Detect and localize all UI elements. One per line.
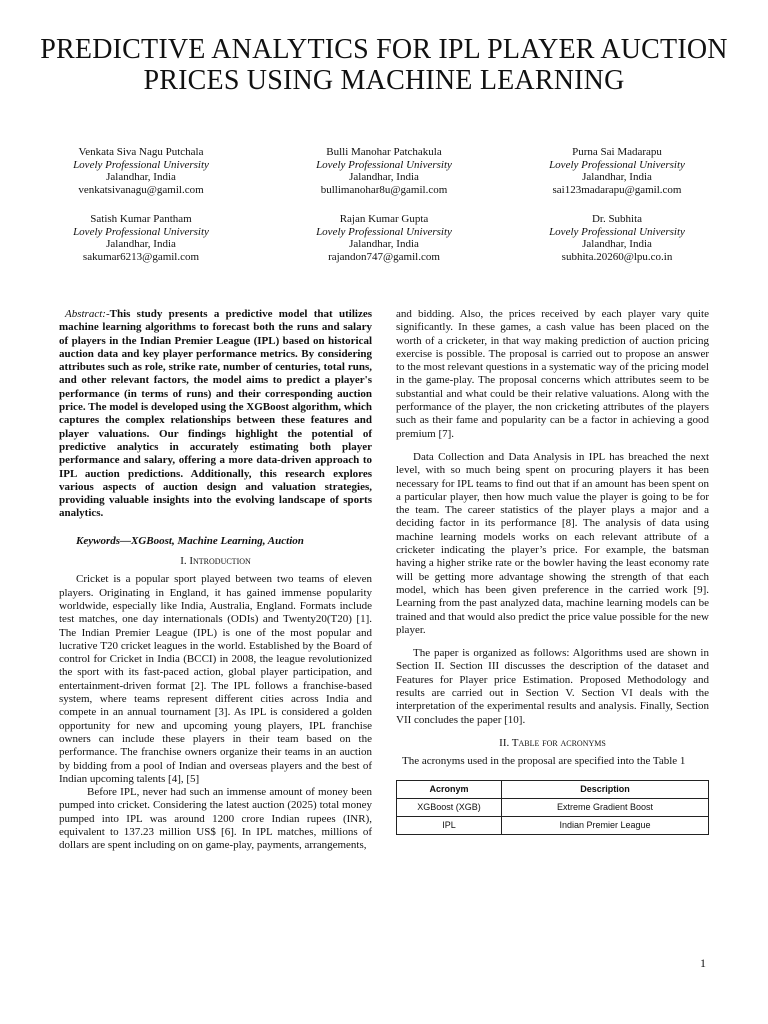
author-name: Satish Kumar Pantham: [90, 213, 192, 225]
author-affiliation: Lovely Professional University: [549, 158, 685, 171]
paragraph: The paper is organized as follows: Algorithms used are shown in Section II. Section III discusses the description of the dataset and Features for Player price Estimation. Proposed Methodology and results are carried out in Section V. Section VI deals with the interpretation of the experimental results and analysis. Finally, Section VII concludes the paper [10].: [396, 647, 709, 726]
author-location: Jalandhar, India: [106, 238, 176, 251]
table-cell: Extreme Gradient Boost: [502, 798, 709, 816]
author-block: [21, 213, 261, 263]
page-number: 1: [700, 956, 706, 970]
author-email: venkatsivanagu@gamil.com: [78, 183, 204, 196]
author-email: subhita.20260@lpu.co.in: [561, 250, 673, 263]
author-affiliation: Lovely Professional University: [549, 225, 685, 238]
keywords: Keywords—XGBoost, Machine Learning, Auction: [76, 534, 304, 547]
table-cell: XGBoost (XGB): [397, 798, 502, 816]
author-email: bullimanohar8u@gamil.com: [320, 183, 448, 196]
author-name: Purna Sai Madarapu: [572, 146, 662, 158]
acronym-table: [396, 780, 709, 835]
author-affiliation: Lovely Professional University: [73, 158, 209, 171]
author-name: Dr. Subhita: [591, 213, 643, 225]
table-row: [397, 816, 709, 834]
table-row: [397, 798, 709, 816]
paragraph: Before IPL, never had such an immense amount of money been pumped into cricket. Considering the latest auction (2025) total money pumped into IPL was around 1200 crore Indian rupees (INR), equivalent to 137.23 million US$ [6]. In IPL matches, millions of dollars are spent including on on game-play, payments, arrangements,: [59, 786, 372, 852]
author-block: [264, 213, 504, 263]
table-header: Acronym: [397, 780, 502, 798]
table-header-row: [397, 780, 709, 798]
author-location: Jalandhar, India: [349, 171, 419, 184]
author-name: Bulli Manohar Patchakula: [326, 146, 442, 158]
author-email: rajandon747@gamil.com: [328, 250, 440, 263]
author-email: sakumar6213@gamil.com: [82, 250, 200, 263]
author-block: [21, 146, 261, 196]
author-block: [264, 146, 504, 196]
author-affiliation: Lovely Professional University: [73, 225, 209, 238]
author-email: sai123madarapu@gamil.com: [552, 183, 682, 196]
abstract-label: Abstract:-: [65, 308, 110, 320]
right-column: [396, 308, 709, 835]
author-location: Jalandhar, India: [349, 238, 419, 251]
paper-title: PREDICTIVE ANALYTICS FOR IPL PLAYER AUCTION PRICES USING MACHINE LEARNING: [40, 34, 728, 96]
author-location: Jalandhar, India: [582, 171, 652, 184]
author-location: Jalandhar, India: [582, 238, 652, 251]
table-header: Description: [502, 780, 709, 798]
paragraph: Cricket is a popular sport played between two teams of eleven players. Originating in England, it has gained immense popularity worldwide, especially like India, Australia, England. Formats include test matches, one day internationals (ODIs) and Twenty20(T20) [1]. The Indian Premier League (IPL) is one of the most popular and lucrative T20 cricket leagues in the world. Established by the Board of control for Cricket in India (BCCI) in 2008, the league revolutionized the sport with its fast-paced action, global player participation, and entertainment-driven format [2]. The IPL follows a franchise-based system, where teams represent different cities across India and compete in an annual tournament [3]. As IPL is considered a golden opportunity for new and upcoming young players, IPL franchise owners can include these players in their team based on the performance. The franchise owners organize their teams in an auction by bidding from a pool of Indian and overseas players and the best of Indian upcoming talents [4], [5]: [59, 573, 372, 785]
table-cell: Indian Premier League: [502, 816, 709, 834]
author-affiliation: Lovely Professional University: [316, 158, 452, 171]
author-affiliation: Lovely Professional University: [316, 225, 452, 238]
paragraph-continued: and bidding. Also, the prices received by each player vary quite significantly. In these games, a cash value has been placed on the worth of a cricketer, in that way making prediction of auction pricing exercise is possible. The proposal is carried out to propose an answer to the most relevant questions in a systematic way of the pricing model in the game-play. The proposal concerns which attributes seem to be substantial and what could be their relative valuations. Along with the performance of the player, the non cricketing attributes of the players such as their fame and popularity can be a factor in achieving a good premium [7].: [396, 308, 709, 440]
table-cell: IPL: [397, 816, 502, 834]
section-heading-acronyms: II. Table for acronyms: [499, 736, 606, 749]
author-block: [497, 146, 737, 196]
author-location: Jalandhar, India: [106, 171, 176, 184]
abstract: [59, 308, 372, 521]
abstract-text: This study presents a predictive model that utilizes machine learning algorithms to forecast both the runs and salary of players in the Indian Premier League (IPL) based on historical auction data and key player performance metrics. By considering attributes such as role, strike rate, number of centuries, total runs, and other relevant factors, the model aims to predict a player's performance (in terms of runs) and their corresponding auction price. The model is developed using the XGBoost algorithm, which captures the complex relationships between these features and player valuations. Our findings highlight the potential of predictive analytics in accurately estimating both player performance and salary, offering a more data-driven approach to IPL auction predictions. Additionally, this research explores various aspects of auction design and valuation strategies, providing valuable insights into the evolving landscape of sports analytics.: [59, 308, 372, 520]
section-heading-introduction: I. Introduction: [180, 555, 251, 568]
left-column: [59, 308, 372, 853]
author-block: [497, 213, 737, 263]
author-name: Venkata Siva Nagu Putchala: [78, 146, 204, 158]
paragraph: Data Collection and Data Analysis in IPL has breached the next level, with so much being spent on procuring players it has been necessary for IPL teams to find out that if an amount has been spent on a particular player, then how much value the player is going to be for the team. The career statistics of the player plays a major and a deciding factor in its performance [8]. The analysis of data using machine learning models works on each relevant attribute of a cricketer indicating the player’s price. For example, the batsman having a higher strike rate or the bowler having the least economy rate will be getting more advantage showing the strength of that each model, which has been given preference in the carried work [9]. Learning from the past analyzed data, machine learning models can be trained and that would also predict the price value possible for the new player.: [396, 450, 709, 636]
table-intro: The acronyms used in the proposal are specified into the Table 1: [402, 755, 686, 768]
author-name: Rajan Kumar Gupta: [339, 213, 429, 225]
